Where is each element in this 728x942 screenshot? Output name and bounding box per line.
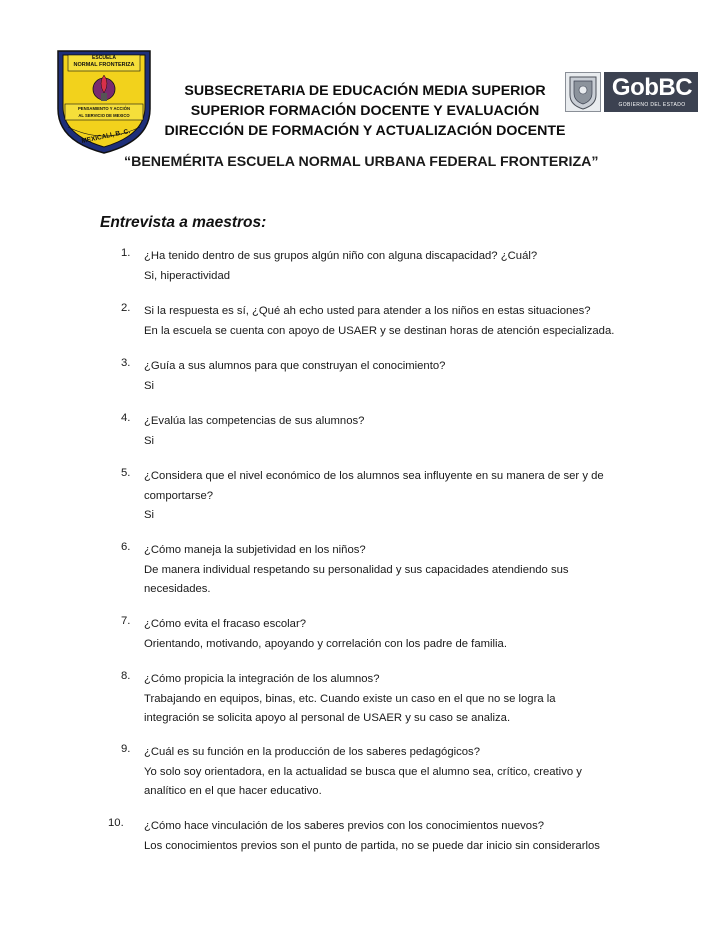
- question-text: Si la respuesta es sí, ¿Qué ah echo usted para atender a los niños en estas situaciones?: [144, 305, 591, 317]
- header-line-1: SUBSECRETARIA DE EDUCACIÓN MEDIA SUPERIOR: [184, 83, 546, 99]
- answer-text: Yo solo soy orientadora, en la actualidad se busca que el alumno sea, crítico, creativo y: [144, 765, 582, 778]
- question-number: 4.: [121, 412, 131, 424]
- question-number: 8.: [121, 670, 131, 682]
- question-text: ¿Guía a sus alumnos para que construyan el conocimiento?: [144, 360, 446, 372]
- question-number: 3.: [121, 357, 131, 369]
- question-text: ¿Ha tenido dentro de sus grupos algún niño con alguna discapacidad? ¿Cuál?: [144, 250, 538, 262]
- answer-text-continued: integración se solicita apoyo al personal de USAER y su caso se analiza.: [144, 712, 511, 724]
- question-number: 9.: [121, 743, 131, 755]
- question-number: 10.: [108, 817, 124, 829]
- question-number: 6.: [121, 541, 131, 553]
- gobbc-title: GobBC: [611, 74, 693, 101]
- question-number: 5.: [121, 467, 131, 479]
- answer-text: Si: [144, 434, 155, 447]
- answer-text: Los conocimientos previos son el punto de partida, no se puede dar inicio sin considerarlos: [144, 839, 600, 852]
- answer-text-continued: necesidades.: [144, 583, 211, 595]
- question-number: 7.: [121, 615, 131, 627]
- question-text: ¿Considera que el nivel económico de los alumnos sea influyente en su manera de ser y de: [144, 470, 604, 482]
- gobbc-logo: [565, 72, 698, 112]
- school-crest-logo: [54, 49, 154, 155]
- crest-text-line2: NORMAL FRONTERIZA: [73, 62, 135, 68]
- school-name: “BENEMÉRITA ESCUELA NORMAL URBANA FEDERAL FRONTERIZA”: [124, 154, 599, 170]
- question-text: ¿Cómo propicia la integración de los alumnos?: [144, 673, 380, 685]
- answer-text: De manera individual respetando su personalidad y sus capacidades atendiendo sus: [144, 563, 569, 576]
- answer-text: En la escuela se cuenta con apoyo de USAER y se destinan horas de atención especializada.: [144, 324, 615, 337]
- answer-text: Si: [144, 379, 155, 392]
- answer-text-continued: analítico en el que hacer educativo.: [144, 785, 322, 797]
- header-line-3: DIRECCIÓN DE FORMACIÓN Y ACTUALIZACIÓN DOCENTE: [164, 123, 566, 139]
- gobbc-wordmark: [604, 72, 698, 112]
- question-number: 2.: [121, 302, 131, 314]
- header-line-2: SUPERIOR FORMACIÓN DOCENTE Y EVALUACIÓN: [190, 103, 540, 119]
- answer-text: Trabajando en equipos, binas, etc. Cuando existe un caso en el que no se logra la: [144, 692, 556, 705]
- question-text: ¿Cómo maneja la subjetividad en los niños?: [144, 544, 366, 556]
- crest-text-line4: AL SERVICIO DE MEXICO: [78, 113, 130, 118]
- answer-text: Si, hiperactividad: [144, 269, 231, 282]
- section-title: Entrevista a maestros:: [100, 214, 267, 231]
- answer-text: Si: [144, 509, 155, 521]
- question-text: ¿Cuál es su función en la producción de los saberes pedagógicos?: [144, 746, 480, 758]
- gobbc-subtitle: GOBIERNO DEL ESTADO: [618, 102, 686, 108]
- question-text: ¿Evalúa las competencias de sus alumnos?: [144, 415, 365, 427]
- crest-text-line5: MEXICALI, B. C.: [80, 127, 131, 146]
- crest-text-line1: ESCUELA: [92, 55, 116, 61]
- answer-text: Orientando, motivando, apoyando y correlación con los padre de familia.: [144, 637, 507, 650]
- question-text: ¿Cómo evita el fracaso escolar?: [144, 618, 306, 630]
- question-text: ¿Cómo hace vinculación de los saberes previos con los conocimientos nuevos?: [144, 820, 544, 832]
- question-number: 1.: [121, 247, 131, 259]
- question-text-continued: comportarse?: [144, 489, 214, 502]
- crest-text-line3: PENSAMIENTO Y ACCIÓN: [78, 106, 130, 111]
